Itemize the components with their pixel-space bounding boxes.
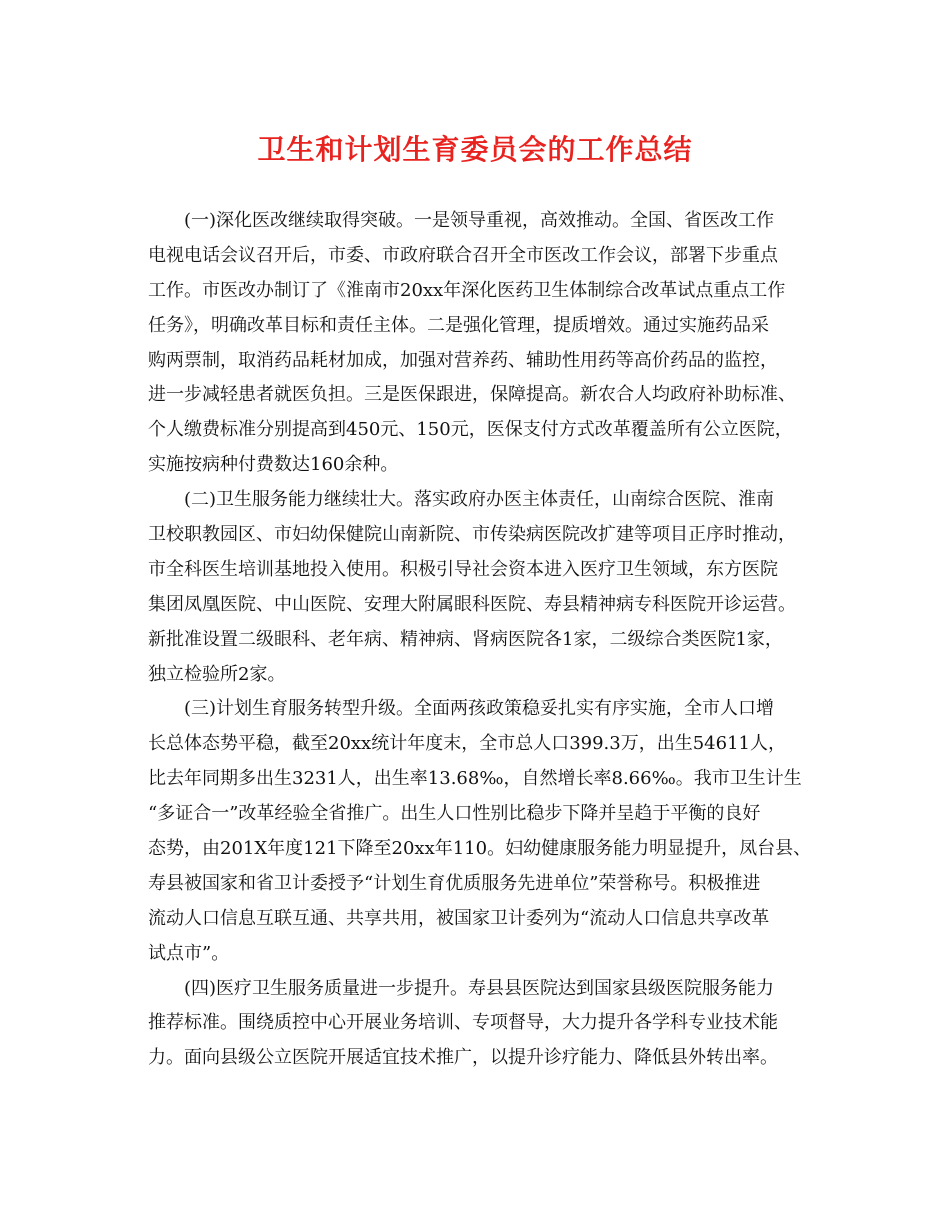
paragraph-line: 实施按病种付费数达160余种。: [148, 454, 399, 476]
paragraph-line: 长总体态势平稳，截至20xx统计年度末，全市总人口399.3万，出生54611人，: [148, 733, 786, 755]
paragraph-line: 购两票制，取消药品耗材加成，加强对营养药、辅助性用药等高价药品的监控，: [148, 349, 778, 371]
document-body: [148, 204, 828, 1076]
paragraph-line: 态势，由201X年度121下降至20xx年110。妇幼健康服务能力明显提升，凤台县、: [148, 838, 812, 860]
paragraph-line: 电视电话会议召开后，市委、市政府联合召开全市医改工作会议，部署下步重点: [148, 244, 778, 266]
paragraph-line: 试点市”。: [148, 942, 230, 964]
paragraph-line: (二)卫生服务能力继续壮大。落实政府办医主体责任，山南综合医院、淮南: [184, 489, 775, 511]
paragraph-line: 流动人口信息互联互通、共享共用，被国家卫计委列为“流动人口信息共享改革: [148, 907, 770, 929]
paragraph-line: 集团凤凰医院、中山医院、安理大附属眼科医院、寿县精神病专科医院开诊运营。: [148, 593, 796, 615]
paragraph-line: 寿县被国家和省卫计委授予“计划生育优质服务先进单位”荣誉称号。积极推进: [148, 872, 761, 894]
paragraph: [148, 692, 828, 971]
paragraph-line: (一)深化医改继续取得突破。一是领导重视，高效推动。全国、省医改工作: [184, 210, 775, 231]
paragraph-line: 新批准设置二级眼科、老年病、精神病、肾病医院各1家，二级综合类医院1家，: [148, 628, 783, 650]
paragraph-line: 力。面向县级公立医院开展适宜技术推广，以提升诊疗能力、降低县外转出率。: [148, 1047, 778, 1069]
paragraph-line: 工作。市医改办制订了《淮南市20xx年深化医药卫生体制综合改革试点重点工作: [148, 279, 786, 301]
paragraph: [148, 204, 828, 483]
paragraph-line: 个人缴费标准分别提高到450元、150元，医保支付方式改革覆盖所有公立医院，: [148, 419, 793, 441]
paragraph-line: 进一步减轻患者就医负担。三是医保跟进，保障提高。新农合人均政府补助标准、: [148, 384, 796, 406]
paragraph-line: 推荐标准。围绕质控中心开展业务培训、专项督导，大力提升各学科专业技术能: [148, 1012, 778, 1034]
paragraph-line: 任务》，明确改革目标和责任主体。二是强化管理，提质增效。通过实施药品采: [148, 314, 769, 336]
paragraph-line: “多证合一”改革经验全省推广。出生人口性别比稳步下降并呈趋于平衡的良好: [148, 803, 761, 825]
paragraph-line: 独立检验所2家。: [148, 663, 286, 685]
paragraph-line: 比去年同期多出生3231人，出生率13.68‰，自然增长率8.66‰。我市卫生计生: [148, 768, 802, 790]
paragraph-line: 市全科医生培训基地投入使用。积极引导社会资本进入医疗卫生领域，东方医院: [148, 558, 778, 580]
paragraph: [148, 972, 828, 1077]
paragraph-line: 卫校职教园区、市妇幼保健院山南新院、市传染病医院改扩建等项目正序时推动，: [148, 524, 796, 546]
paragraph: [148, 483, 828, 692]
document-title: 卫生和计划生育委员会的工作总结: [257, 133, 693, 166]
paragraph-line: (四)医疗卫生服务质量进一步提升。寿县县医院达到国家县级医院服务能力: [184, 977, 775, 999]
paragraph-line: (三)计划生育服务转型升级。全面两孩政策稳妥扎实有序实施，全市人口增: [184, 698, 775, 720]
